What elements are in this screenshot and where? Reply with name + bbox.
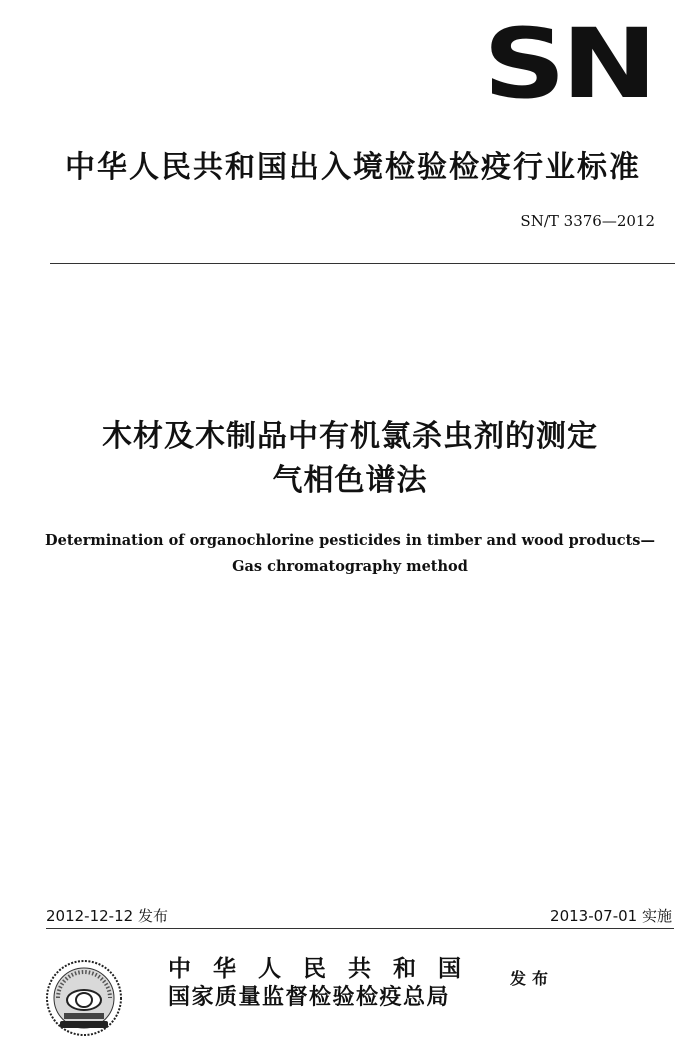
publish-label: 发布 (510, 969, 555, 988)
chinese-title (30, 415, 670, 503)
footer-divider (46, 928, 674, 929)
english-title (30, 528, 670, 580)
sn-logo: SN (483, 8, 653, 120)
header-divider (50, 263, 675, 264)
organization-title: 中华人民共和国出入境检验检疫行业标准 (65, 150, 641, 185)
chinese-title-line2: 气相色谱法 (272, 463, 428, 498)
issuer-line2: 国家质量监督检验检疫总局 (168, 984, 451, 1010)
implementation-date: 2013-07-01 实施 (550, 907, 672, 925)
standard-code: SN/T 3376—2012 (520, 212, 655, 230)
issuing-authority (168, 955, 493, 1011)
seal-icon (44, 958, 124, 1038)
english-title-line1: Determination of organochlorine pesticides in timber and wood products— (45, 532, 655, 549)
issuer-line1: 中华人民共和国 (168, 955, 483, 982)
english-title-line2: Gas chromatography method (232, 558, 468, 575)
chinese-title-line1: 木材及木制品中有机氯杀虫剂的测定 (102, 419, 598, 454)
issue-date: 2012-12-12 发布 (46, 907, 168, 925)
